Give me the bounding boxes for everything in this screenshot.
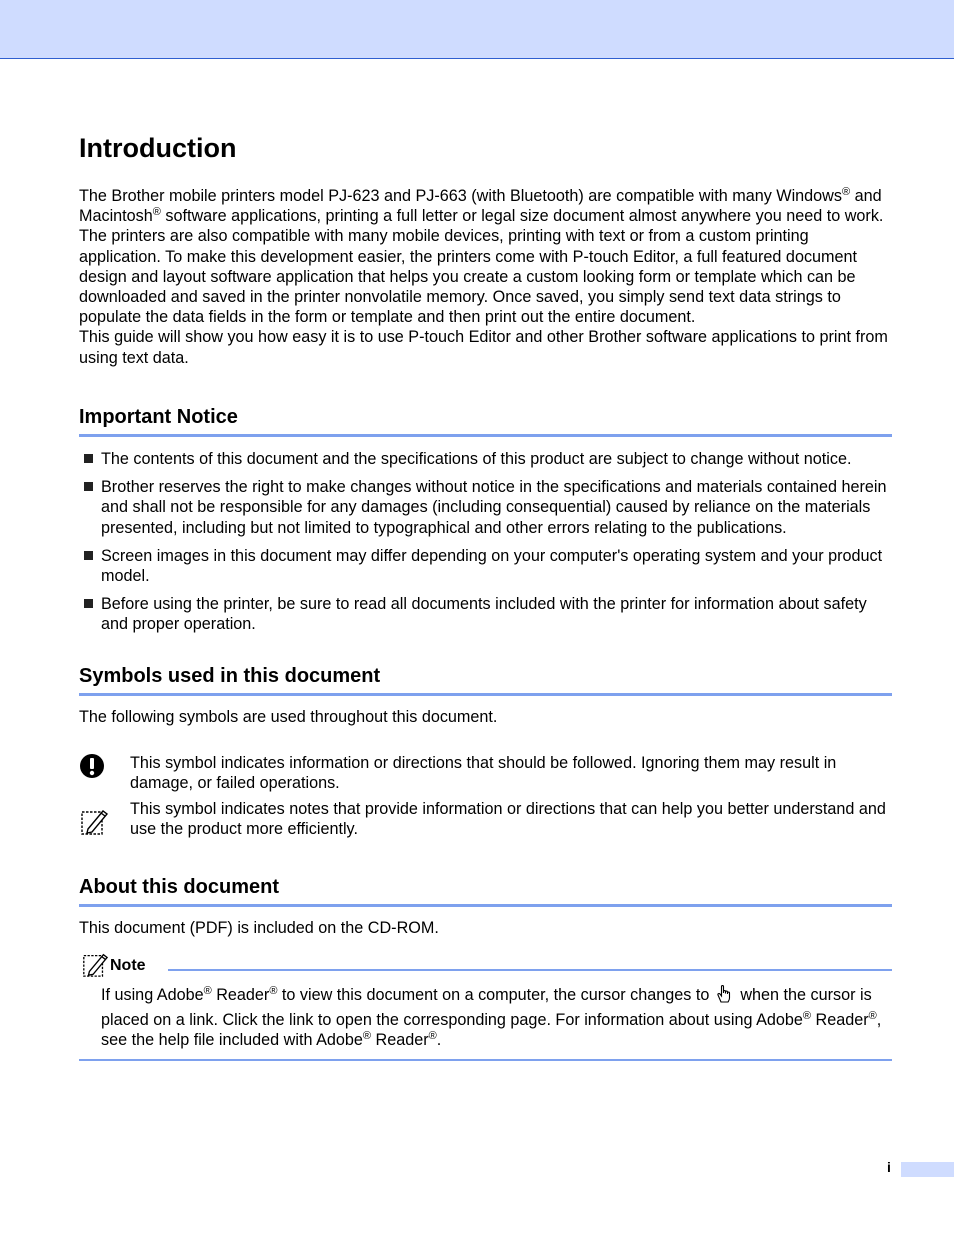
intro-text	[79, 186, 892, 368]
section-heading-symbols: Symbols used in this document	[79, 665, 892, 696]
page-tab	[901, 1162, 954, 1177]
bullet-square-icon	[84, 482, 93, 491]
about-text: This document (PDF) is included on the CD-ROM.	[79, 919, 439, 937]
exclamation-icon	[79, 753, 105, 784]
bullet-square-icon	[84, 599, 93, 608]
list-item: Screen images in this document may differ depending on your computer's operating system and your product model.	[79, 546, 895, 586]
bullet-square-icon	[84, 551, 93, 560]
page-title: Introduction	[79, 133, 237, 163]
important-notice-list	[79, 449, 895, 643]
list-item: Brother reserves the right to make changes without notice in the specifications and materials contained herein and shall not be responsible for any damages (including consequential) caused by reliance on the materials presented, including but not limited to typographical and other errors relating to the publications.	[79, 477, 895, 538]
header-band	[0, 0, 954, 59]
symbols-intro: The following symbols are used throughout this document.	[79, 708, 498, 726]
section-heading-important-notice: Important Notice	[79, 406, 892, 437]
note-header	[79, 950, 892, 980]
note-divider	[168, 969, 892, 971]
symbol-description: This symbol indicates notes that provide information or directions that can help you better understand and use the product more efficiently.	[130, 800, 886, 839]
intro-paragraph-2: This guide will show you how easy it is to use P-touch Editor and other Brother software applications to print from using text data.	[79, 328, 888, 367]
intro-paragraph-1: The Brother mobile printers model PJ-623 and PJ-663 (with Bluetooth) are compatible with many Windows® and Macintosh® software applications, printing a full letter or legal size document almost anywhere you need to work. The printers are also compatible with many mobile devices, printing with text or from a custom printing application. To make this development easier, the printers come with P-touch Editor, a full featured document design and layout software application that helps you create a custom looking form or template which can be downloaded and saved in the printer nonvolatile memory. Once saved, you simply send text data strings to populate the data fields in the form or template and then print out the entire document.	[79, 185, 884, 327]
list-item: The contents of this document and the specifications of this product are subject to change without notice.	[79, 449, 895, 469]
note-pencil-icon	[81, 950, 109, 983]
note-text: If using Adobe® Reader® to view this document on a computer, the cursor changes to when the cursor is placed on a link. Click the link to open the corresponding page. For information about using Adobe® Reader®, see the help file included with Adobe® Reader®.	[101, 984, 882, 1050]
note-end-divider	[79, 1059, 892, 1061]
page-number: i	[887, 1159, 891, 1175]
section-heading-about: About this document	[79, 876, 892, 907]
symbol-description: This symbol indicates information or directions that should be followed. Ignoring them may result in damage, or failed operations.	[130, 754, 837, 793]
note-label: Note	[110, 957, 146, 974]
hand-cursor-icon	[714, 983, 736, 1010]
bullet-square-icon	[84, 454, 93, 463]
list-item: Before using the printer, be sure to read all documents included with the printer for information about safety and proper operation.	[79, 594, 895, 634]
note-pencil-icon	[79, 806, 109, 841]
